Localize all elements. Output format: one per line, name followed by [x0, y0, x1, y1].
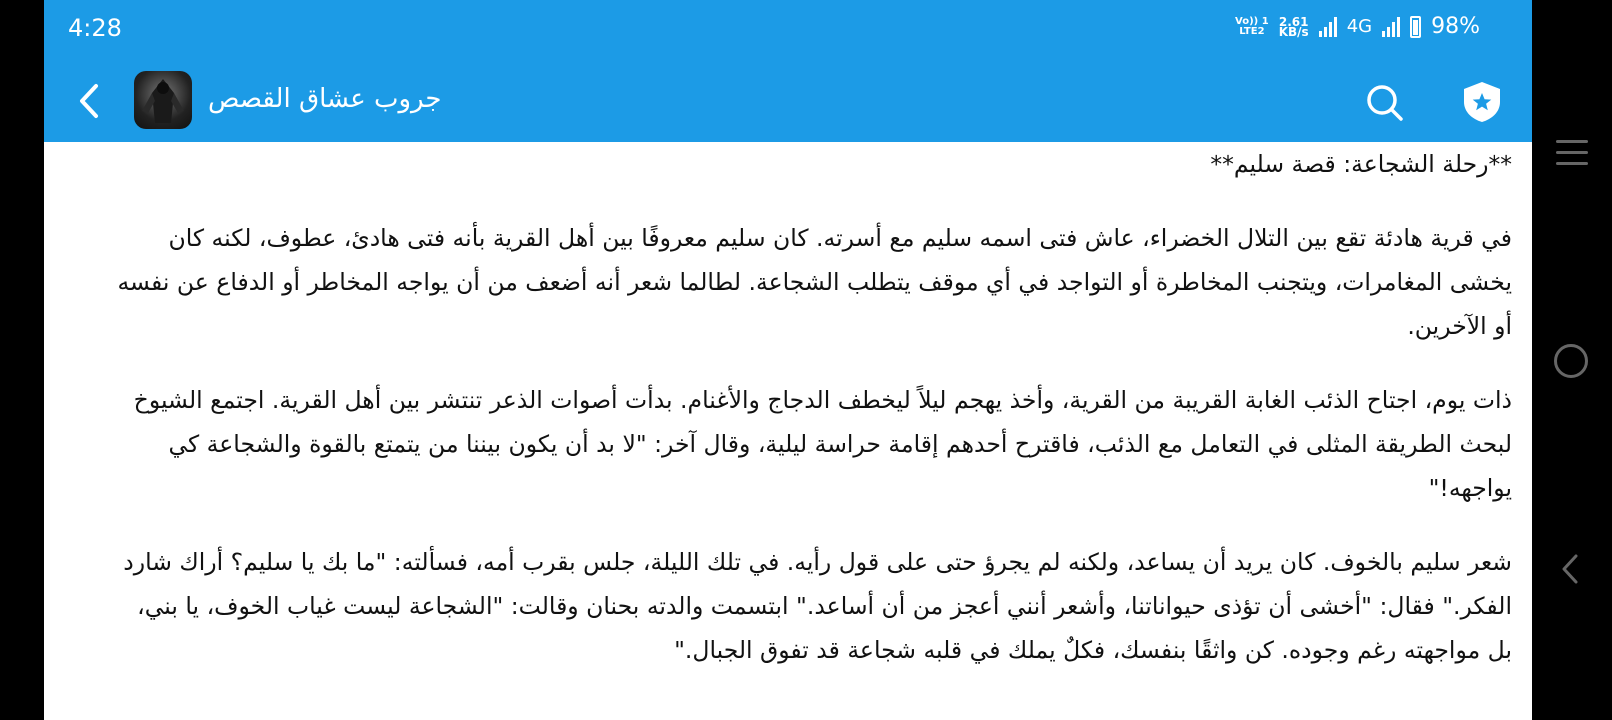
app-header [44, 0, 1532, 142]
back-arrow-icon[interactable] [70, 80, 110, 122]
network-type: 4G [1346, 16, 1373, 37]
menu-icon[interactable] [1556, 140, 1588, 173]
network-speed: 2.61 KB/s [1278, 14, 1309, 39]
volte-indicator: Vo)) 1 LTE2 [1235, 15, 1269, 37]
battery-icon [1410, 16, 1421, 38]
story-paragraph: ذات يوم، اجتاح الذئب الغابة القريبة من القرية، وأخذ يهجم ليلاً ليخطف الدجاج والأغنام. بدأت أصوات الذعر تنتشر بين أهل القرية. اجتمع الشيوخ لبحث الطريقة المثلى في التعامل مع الذئب، فاقترح أحدهم إقامة حراسة ليلية، وقال آخر: "لا بد أن يكون بيننا من يتمتع بالقوة والشجاعة كي يواجهه!" [133, 386, 1512, 502]
status-indicators [1235, 14, 1480, 39]
battery-percent: 98% [1431, 14, 1480, 39]
group-title[interactable]: جروب عشاق القصص [208, 84, 442, 114]
status-time: 4:28 [68, 14, 122, 42]
home-circle-icon[interactable] [1554, 344, 1588, 378]
signal-icon-2 [1382, 17, 1400, 37]
shield-star-icon[interactable] [1460, 80, 1504, 124]
group-avatar[interactable] [134, 71, 192, 129]
search-icon[interactable] [1364, 82, 1404, 122]
app-screen [44, 0, 1532, 720]
story-paragraph: في قرية هادئة تقع بين التلال الخضراء، عاش فتى اسمه سليم مع أسرته. كان سليم معروفًا بين أهل القرية بأنه فتى هادئ، عطوف، لكنه كان يخشى المغامرات، ويتجنب المخاطرة أو التواجد في أي موقف يتطلب الشجاعة. لطالما شعر أنه أضعف من أن يواجه المخاطر أو الدفاع عن نفسه أو الآخرين. [117, 224, 1512, 340]
story-heading: **رحلة الشجاعة: قصة سليم** [1210, 150, 1512, 178]
system-nav-bar [1532, 0, 1612, 720]
signal-icon [1319, 17, 1337, 37]
story-paragraph: شعر سليم بالخوف. كان يريد أن يساعد، ولكنه لم يجرؤ حتى على قول رأيه. في تلك الليلة، جلس بقرب أمه، فسألته: "ما بك يا سليم؟ أراك شارد الفكر." فقال: "أخشى أن تؤذى حيواناتنا، وأشعر أنني أعجز من أن أساعد." ابتسمت والدته بحنان وقالت: "الشجاعة ليست غياب الخوف، يا بني، بل مواجهته رغم وجوده. كن واثقًا بنفسك، فكلٌ يملك في قلبه شجاعة قد تفوق الجبال." [123, 548, 1512, 664]
back-triangle-icon[interactable] [1556, 552, 1584, 586]
story-content [108, 142, 1512, 702]
